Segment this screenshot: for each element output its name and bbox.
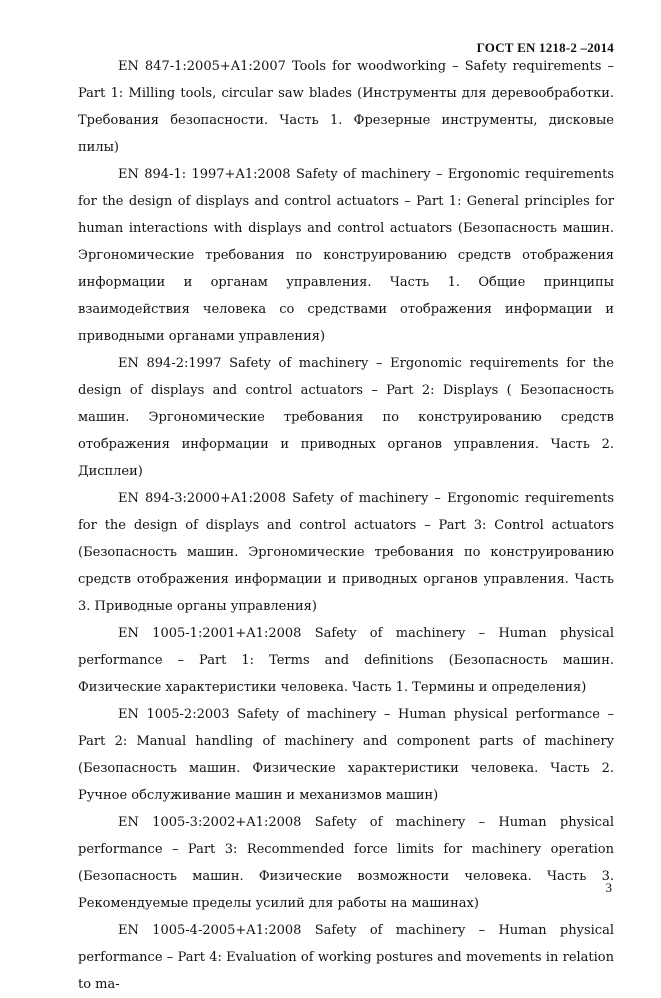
page-number: 3 xyxy=(605,880,612,895)
reference-entry: EN 1005-1:2001+A1:2008 Safety of machinery – Human physical performance – Part 1: Terms and definitions (Безопасность машин. Физические характеристики человека. Часть 1. Термины и определения) xyxy=(78,626,614,695)
reference-entry: EN 1005-3:2002+A1:2008 Safety of machinery – Human physical performance – Part 3: Recommended force limits for machinery operation (Безопасность машин. Физические возможности человека. Часть 3. Рекомендуемые пределы усилий для работы на машинах) xyxy=(78,815,614,911)
reference-entry: EN 894-3:2000+A1:2008 Safety of machinery – Ergonomic requirements for the design of displays and control actuators – Part 3: Control actuators (Безопасность машин. Эргономические требования по конструированию средств отображения информации и приводных органов управления. Часть 3. Приводные органы управления) xyxy=(78,491,614,614)
reference-entry: EN 894-1: 1997+A1:2008 Safety of machinery – Ergonomic requirements for the design of displays and control actuators – Part 1: General principles for human interactions with displays and control actuators (Безопасность машин. Эргономические требования по конструированию средств отображения информации и органам управления. Часть 1. Общие принципы взаимодействия человека со средствами отображения информации и приводными органами управления) xyxy=(78,167,614,344)
reference-entry: EN 1005-2:2003 Safety of machinery – Human physical performance – Part 2: Manual handling of machinery and component parts of machinery (Безопасность машин. Физические характеристики человека. Часть 2. Ручное обслуживание машин и механизмов машин) xyxy=(78,707,614,803)
document-header-id: ГОСТ EN 1218-2 –2014 xyxy=(476,40,614,55)
reference-entry: EN 894-2:1997 Safety of machinery – Ergonomic requirements for the design of displays and control actuators – Part 2: Displays ( Безопасность машин. Эргономические требования по конструированию средств отображения информации и приводных органов управления. Часть 2. Дисплеи) xyxy=(78,356,614,479)
reference-entry: EN 1005-4-2005+A1:2008 Safety of machinery – Human physical performance – Part 4: Evaluation of working postures and movements in relation to ma- xyxy=(78,923,614,992)
references-list xyxy=(78,53,614,998)
reference-entry: EN 847-1:2005+A1:2007 Tools for woodworking – Safety requirements – Part 1: Milling tools, circular saw blades (Инструменты для деревообработки. Требования безопасности. Часть 1. Фрезерные инструменты, дисковые пилы) xyxy=(78,59,614,155)
